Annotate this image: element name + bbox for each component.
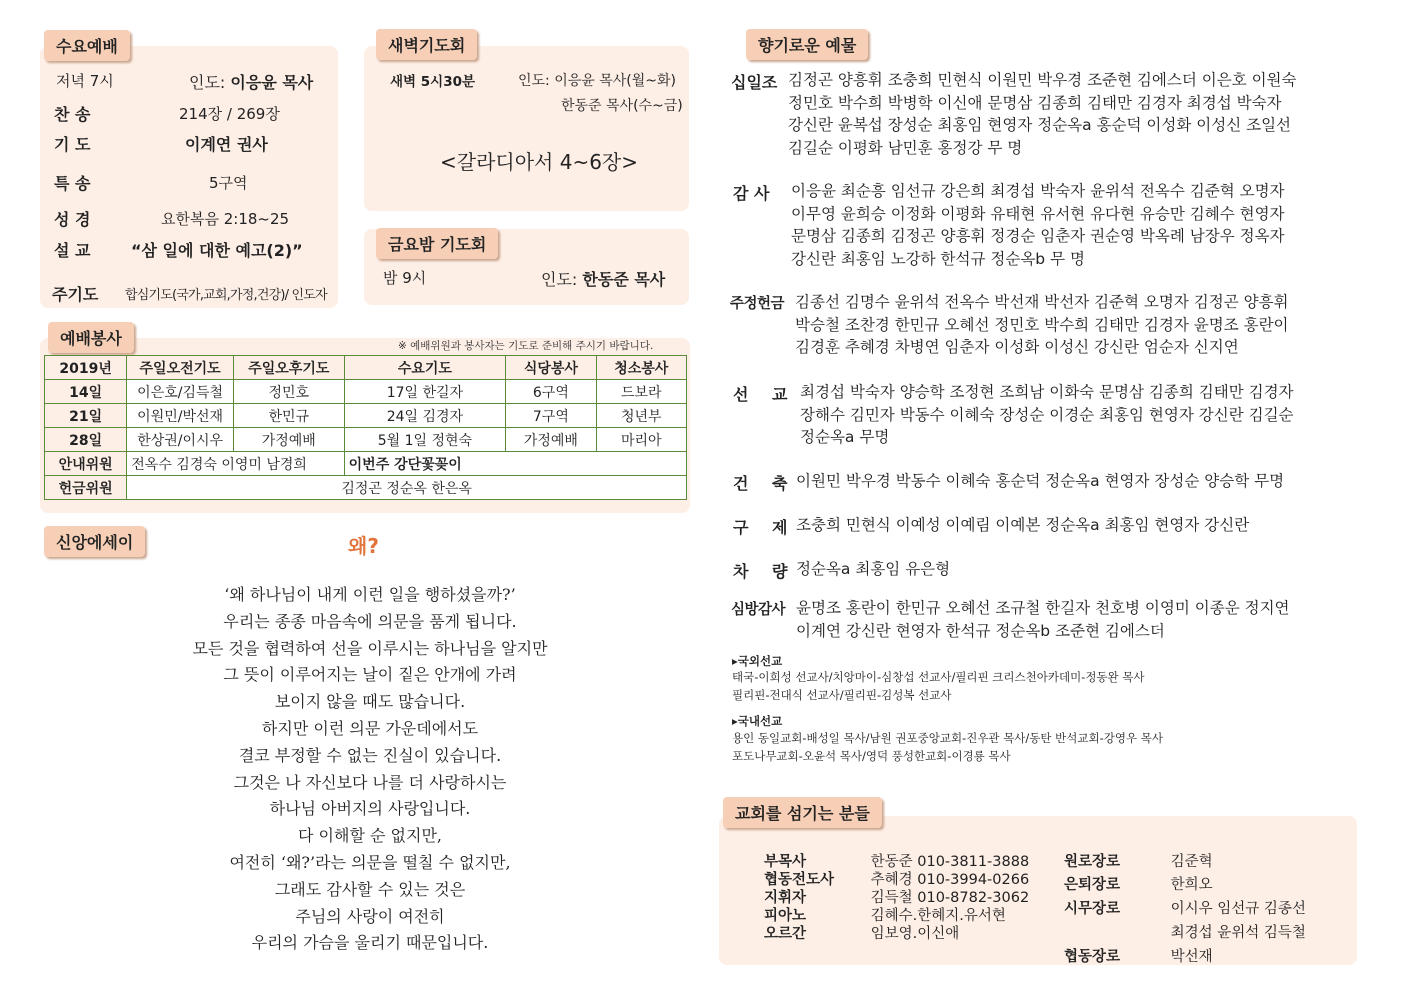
wednesday-leader — [189, 70, 313, 93]
staff-role: 협동전도사 — [764, 872, 835, 888]
table-cell: 이은호/김득철 — [127, 380, 234, 404]
staff-right-row — [1064, 945, 1213, 966]
essay-tag: 신앙에세이 — [44, 526, 145, 557]
table-cell: 청년부 — [596, 404, 686, 428]
table-cell: 24일 김경자 — [344, 404, 506, 428]
friday-leader — [541, 267, 665, 290]
offering-names — [795, 291, 1289, 359]
offering-line: 이응윤 최순흥 임선규 강은희 최경섭 박숙자 윤위석 전옥수 김준혁 오명자 — [791, 182, 1285, 200]
table-header: 2019년 — [45, 356, 127, 380]
dawn-scripture: <갈라디아서 4~6장> — [440, 150, 638, 174]
staff-role: 오르간 — [764, 926, 807, 942]
table-row — [45, 380, 687, 404]
offering-line: 장해수 김민자 박동수 이혜숙 장성순 이경순 최홍임 현영자 강신란 김길순 — [800, 405, 1294, 424]
offering-committee-names: 김정곤 정순옥 한은옥 — [127, 476, 687, 500]
guide-names: 전옥수 김경숙 이영미 남경희 — [127, 452, 344, 476]
prayer-label: 기 도 — [54, 135, 91, 154]
table-header: 식당봉사 — [506, 356, 596, 380]
offering-line: 문명삼 김종희 김정곤 양흥휘 정경순 임춘자 권순영 박옥례 남장우 정옥자 — [791, 227, 1285, 245]
offering-line: 최경섭 박숙자 양승학 조정현 조희남 이화숙 문명삼 김종희 김태만 김경자 — [800, 383, 1294, 401]
offering-line: 정순옥a 최홍임 유은형 — [796, 560, 951, 578]
wednesday-leader-name: 이응윤 목사 — [230, 73, 314, 92]
staff-role: 피아노 — [764, 908, 807, 924]
dawn-leader-2: 한동준 목사(수~금) — [561, 98, 683, 114]
table-cell: 14일 — [45, 380, 127, 404]
offering-names — [796, 558, 950, 581]
offering-line: 이무영 윤희승 이정화 이평화 유태현 유서현 유다현 유승만 김혜수 현영자 — [791, 204, 1285, 223]
essay-line: 그것은 나 자신보다 나를 더 사랑하시는 — [233, 772, 507, 792]
staff-value: 한동준 010-3811-3888 — [870, 854, 1030, 870]
table-cell: 28일 — [45, 428, 127, 452]
special-song-value: 5구역 — [209, 174, 248, 192]
staff-value: 김혜수.한혜지.유서현 — [870, 908, 1006, 924]
friday-tag: 금요밤 기도회 — [376, 228, 498, 259]
offering-category: 감 사 — [733, 184, 770, 203]
staff-value: 한희오 — [1170, 877, 1213, 893]
offering-line: 조충희 민현식 이예성 이예림 이예본 정순옥a 최홍임 현영자 강신란 — [796, 516, 1250, 534]
offering-line: 강신란 최홍임 노강하 한석규 정순옥b 무 명 — [791, 249, 1085, 268]
staff-value: 이시우 임선규 김종선 — [1170, 901, 1306, 917]
offerings-tag: 향기로운 예물 — [746, 29, 868, 60]
offering-category: 심방감사 — [731, 602, 786, 618]
dawn-tag: 새벽기도회 — [376, 29, 477, 60]
staff-right-row — [1064, 921, 1306, 942]
table-header-row — [45, 356, 687, 380]
table-cell: 정민호 — [233, 380, 344, 404]
table-cell: 한상권/이시우 — [127, 428, 234, 452]
offering-category: 십일조 — [731, 73, 778, 92]
offering-line: 김종선 김명수 윤위석 전옥수 박선재 박선자 김준혁 오명자 김정곤 양흥휘 — [795, 293, 1289, 311]
table-cell: 5월 1일 정현숙 — [344, 428, 506, 452]
essay-line: 하지만 이런 의문 가운데에서도 — [261, 718, 479, 738]
table-cell: 6구역 — [506, 380, 596, 404]
staff-right-row — [1064, 897, 1306, 918]
offering-line: 김정곤 양흥휘 조충희 민현식 이원민 박우경 조준현 김에스더 이은호 이원숙 — [788, 71, 1297, 89]
service-tag: 예배봉사 — [48, 322, 134, 353]
overseas-mission-title: ▸국외선교 — [732, 654, 783, 668]
essay-title: 왜? — [348, 534, 379, 558]
sermon-label: 설 교 — [54, 241, 91, 260]
offering-line: 강신란 윤복섭 장성순 최홍임 현영자 정순옥a 홍순덕 이성화 이성신 조일선 — [788, 116, 1292, 134]
offering-line: 윤명조 홍란이 한민규 오혜선 조규철 한길자 천호병 이영미 이종운 정지연 — [796, 599, 1290, 617]
domestic-mission-title: ▸국내선교 — [732, 714, 783, 728]
hymn-value: 214장 / 269장 — [179, 105, 280, 123]
essay-line: 그래도 감사할 수 있는 것은 — [274, 879, 466, 899]
table-cell: 드보라 — [596, 380, 686, 404]
offering-names — [796, 470, 1284, 493]
flower-label: 이번주 강단꽃꽂이 — [344, 452, 686, 476]
offering-line: 김경훈 추혜경 차병연 임춘자 이성화 이성신 강신란 엄순자 신지연 — [795, 338, 1239, 356]
table-row-offering — [45, 476, 687, 500]
prayer-value: 이계연 권사 — [185, 135, 268, 154]
essay-body — [130, 582, 610, 957]
staff-right-row — [1064, 873, 1213, 894]
hymn-label: 찬 송 — [54, 105, 91, 124]
sermon-title: “삼 일에 대한 예고(2)” — [131, 241, 303, 260]
essay-line: 여전히 ‘왜?’라는 의문을 떨칠 수 없지만, — [229, 852, 511, 872]
offering-line: 김길순 이평화 남민훈 홍정강 무 명 — [788, 138, 1023, 157]
staff-role: 원로장로 — [1064, 854, 1121, 870]
offering-names — [796, 597, 1290, 642]
friday-leader-name: 한동준 목사 — [582, 270, 666, 289]
offering-category: 차 량 — [733, 562, 788, 581]
offering-category: 구 제 — [733, 518, 788, 537]
offering-category: 건 축 — [733, 474, 788, 493]
staff-right-row — [1064, 850, 1213, 871]
dawn-time: 새벽 5시30분 — [390, 74, 476, 90]
staff-value: 김득철 010-8782-3062 — [870, 890, 1030, 906]
lords-prayer-label: 주기도 — [52, 285, 99, 304]
staff-tag: 교회를 섬기는 분들 — [723, 797, 882, 828]
staff-role: 시무장로 — [1064, 901, 1121, 917]
wednesday-leader-label: 인도: — [189, 73, 226, 92]
essay-line: 모든 것을 협력하여 선을 이루시는 하나님을 알지만 — [192, 638, 548, 658]
service-note: ※ 예배위원과 봉사자는 기도로 준비해 주시기 바랍니다. — [398, 340, 654, 352]
essay-line: 우리의 가슴을 울리기 때문입니다. — [251, 933, 489, 953]
overseas-mission-line: 태국-이희성 선교사/치앙마이-심창섭 선교사/필리핀 크리스천아카데미-정동완 목사 — [732, 670, 1145, 684]
table-cell: 이원민/박선재 — [127, 404, 234, 428]
staff-value: 임보영.이신애 — [870, 926, 960, 942]
scripture-value: 요한복음 2:18~25 — [161, 210, 290, 228]
guide-label: 안내위원 — [45, 452, 127, 476]
table-cell: 가정예배 — [506, 428, 596, 452]
table-cell: 21일 — [45, 404, 127, 428]
essay-line: 우리는 종종 마음속에 의문을 품게 됩니다. — [223, 611, 517, 631]
dawn-leader-1: 인도: 이응윤 목사(월~화) — [518, 73, 676, 89]
table-cell: 17일 한길자 — [344, 380, 506, 404]
essay-line: 주님의 사랑이 여전히 — [295, 906, 445, 926]
staff-value: 최경섭 윤위석 김득철 — [1170, 925, 1306, 941]
table-header: 수요기도 — [344, 356, 506, 380]
overseas-mission-line: 필리핀-전대식 선교사/필리핀-김성복 선교사 — [732, 688, 952, 702]
offering-committee-label: 헌금위원 — [45, 476, 127, 500]
offering-line: 정민호 박수희 박병학 이신애 문명삼 김종희 김태만 김경자 최경섭 박숙자 — [788, 93, 1282, 112]
wednesday-time: 저녁 7시 — [56, 72, 114, 90]
offering-category: 주정헌금 — [730, 296, 785, 312]
wednesday-tag: 수요예배 — [44, 30, 130, 61]
offering-category: 선 교 — [733, 385, 788, 404]
offering-line: 이계연 강신란 현영자 한석규 정순옥b 조준현 김에스더 — [796, 621, 1165, 640]
offering-line: 정순옥a 무명 — [800, 428, 890, 446]
offering-names — [788, 69, 1297, 159]
offering-names — [796, 514, 1249, 537]
domestic-mission-line: 포도나무교회-오윤석 목사/영덕 풍성한교회-이경룡 목사 — [732, 749, 1011, 763]
table-cell: 가정예배 — [233, 428, 344, 452]
table-row — [45, 404, 687, 428]
friday-time: 밤 9시 — [383, 269, 427, 287]
table-cell: 마리아 — [596, 428, 686, 452]
staff-left-row — [764, 922, 959, 943]
table-header: 주일오전기도 — [127, 356, 234, 380]
offering-line: 박승철 조찬경 한민규 오혜선 정민호 박수희 김태만 김경자 윤명조 홍란이 — [795, 315, 1289, 334]
staff-role: 협동장로 — [1064, 949, 1121, 965]
essay-line: 하나님 아버지의 사랑입니다. — [269, 799, 471, 819]
essay-line: ‘왜 하나님이 내게 이런 일을 행하셨을까?’ — [224, 585, 516, 604]
offering-names — [791, 180, 1285, 270]
essay-line: 다 이해할 순 없지만, — [298, 826, 442, 846]
staff-role: 지휘자 — [764, 890, 807, 906]
domestic-mission-line: 용인 동일교회-배성일 목사/남원 권포중앙교회-진우관 목사/동탄 반석교회-강영우 목사 — [732, 731, 1163, 745]
table-row-guide — [45, 452, 687, 476]
friday-leader-label: 인도: — [541, 270, 578, 289]
offering-names — [800, 381, 1294, 449]
service-table — [44, 355, 687, 500]
table-header: 청소봉사 — [596, 356, 686, 380]
essay-line: 그 뜻이 이루어지는 날이 짙은 안개에 가려 — [223, 665, 517, 685]
staff-role: 부목사 — [764, 854, 807, 870]
staff-value: 추혜경 010-3994-0266 — [870, 872, 1030, 888]
table-row — [45, 428, 687, 452]
table-header: 주일오후기도 — [233, 356, 344, 380]
lords-prayer-value: 합심기도(국가,교회,가정,건강)/ 인도자 — [125, 288, 327, 303]
essay-line: 결코 부정할 수 없는 진실이 있습니다. — [238, 745, 502, 765]
table-cell: 7구역 — [506, 404, 596, 428]
scripture-label: 성 경 — [54, 210, 91, 229]
table-cell: 한민규 — [233, 404, 344, 428]
staff-value: 박선재 — [1170, 949, 1213, 965]
offering-line: 이원민 박우경 박동수 이혜숙 홍순덕 정순옥a 현영자 장성순 양승학 무명 — [796, 472, 1285, 490]
staff-value: 김준혁 — [1170, 854, 1213, 870]
special-song-label: 특 송 — [54, 174, 91, 193]
staff-role: 은퇴장로 — [1064, 877, 1121, 893]
essay-line: 보이지 않을 때도 많습니다. — [274, 692, 466, 712]
